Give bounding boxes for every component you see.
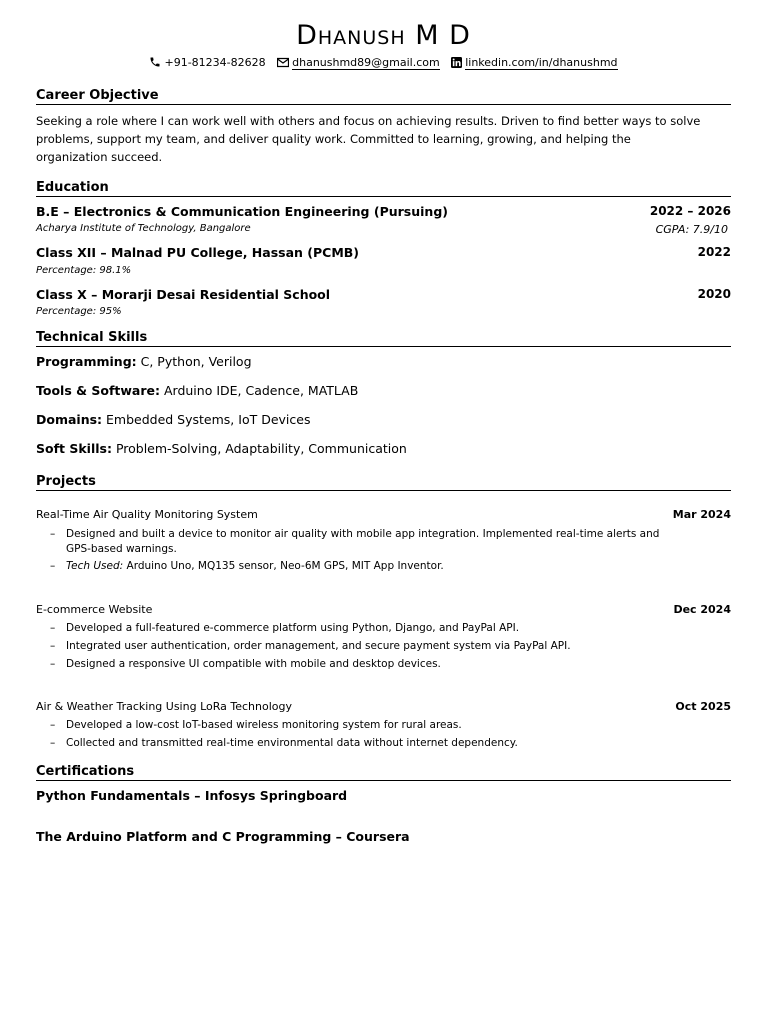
skill-row — [36, 383, 358, 398]
section-title: Education — [36, 180, 731, 197]
bullet-item — [50, 559, 710, 574]
bullet-item — [50, 621, 710, 636]
career-objective-text — [36, 112, 731, 166]
section-title: Projects — [36, 474, 731, 491]
tech-label: Tech Used: — [66, 560, 124, 572]
degree-title: B.E – Electronics & Communication Engineering (Pursuing) — [36, 204, 448, 219]
section-title: Certifications — [36, 764, 731, 781]
career-objective-section — [36, 88, 731, 105]
bullet-item — [50, 527, 710, 557]
projects-section — [36, 474, 731, 491]
bullet-text: Designed a responsive UI compatible with mobile and desktop devices. — [66, 658, 441, 670]
envelope-icon — [277, 57, 289, 68]
skill-row — [36, 441, 407, 456]
objective-line: organization succeed. — [36, 150, 163, 164]
objective-line: Seeking a role where I can work well with others and focus on achieving results. Driven to find better ways to solve — [36, 114, 701, 128]
phone-icon — [149, 56, 161, 68]
linkedin-link[interactable]: linkedin.com/in/dhanushmd — [465, 55, 618, 69]
skill-label: Domains: — [36, 412, 103, 427]
bullet-text: Developed a full-featured e-commerce platform using Python, Django, and PayPal API. — [66, 622, 520, 634]
degree-years: 2022 — [697, 245, 731, 259]
skill-value: Problem-Solving, Adaptability, Communication — [111, 441, 407, 456]
bullet-line: GPS-based warnings. — [66, 542, 177, 555]
project-name: Real-Time Air Quality Monitoring System — [36, 508, 258, 521]
linkedin-icon — [451, 57, 462, 68]
project-date: Dec 2024 — [673, 603, 731, 616]
skill-label: Soft Skills: — [36, 441, 112, 456]
email-contact[interactable] — [277, 56, 440, 69]
degree-years: 2020 — [697, 287, 731, 301]
percentage: Percentage: 95% — [36, 306, 122, 317]
education-section — [36, 180, 731, 197]
degree-title: Class XII – Malnad PU College, Hassan (PCMB) — [36, 245, 359, 260]
degree-years: 2022 – 2026 — [649, 204, 731, 218]
dash-bullet: – — [50, 560, 56, 572]
certifications-section — [36, 764, 731, 781]
candidate-name: Dhanush M D — [296, 20, 471, 51]
section-title: Career Objective — [36, 88, 731, 105]
dash-bullet: – — [50, 640, 56, 652]
project-name: Air & Weather Tracking Using LoRa Technology — [36, 700, 292, 713]
bullet-text — [66, 559, 706, 574]
bullet-item — [50, 736, 710, 751]
skill-row — [36, 412, 310, 427]
dash-bullet: – — [50, 737, 56, 749]
phone-contact — [149, 56, 265, 69]
bullet-item — [50, 657, 710, 672]
skill-label: Programming: — [36, 354, 137, 369]
section-title: Technical Skills — [36, 330, 731, 347]
project-date: Oct 2025 — [675, 700, 731, 713]
dash-bullet: – — [50, 719, 56, 731]
percentage: Percentage: 98.1% — [36, 265, 132, 276]
bullet-item — [50, 718, 710, 733]
certification-item: Python Fundamentals – Infosys Springboard — [36, 788, 348, 803]
tech-value: Arduino Uno, MQ135 sensor, Neo-6M GPS, MIT App Inventor. — [123, 560, 444, 572]
dash-bullet: – — [50, 622, 56, 634]
technical-skills-section — [36, 330, 731, 347]
cgpa: CGPA: 7.9/10 — [655, 223, 728, 236]
dash-bullet: – — [50, 658, 56, 670]
objective-line: problems, support my team, and deliver quality work. Committed to learning, growing, and helping the — [36, 132, 631, 146]
phone-number: +91-81234-82628 — [164, 55, 266, 69]
contact-line — [36, 55, 731, 69]
project-date: Mar 2024 — [672, 508, 731, 521]
skill-row — [36, 354, 252, 369]
skill-value: Arduino IDE, Cadence, MATLAB — [160, 383, 359, 398]
project-name: E-commerce Website — [36, 603, 153, 616]
bullet-item — [50, 639, 710, 654]
skill-label: Tools & Software: — [36, 383, 160, 398]
bullet-text: Developed a low-cost IoT-based wireless monitoring system for rural areas. — [66, 719, 462, 731]
bullet-text: Collected and transmitted real-time environmental data without internet dependency. — [66, 737, 518, 749]
degree-title: Class X – Morarji Desai Residential School — [36, 287, 331, 302]
bullet-text: Integrated user authentication, order management, and secure payment system via PayPal API. — [66, 640, 571, 652]
bullet-text — [66, 527, 706, 556]
skill-value: Embedded Systems, IoT Devices — [102, 412, 311, 427]
certification-item: The Arduino Platform and C Programming – Coursera — [36, 829, 410, 844]
linkedin-contact[interactable] — [451, 56, 617, 69]
skill-value: C, Python, Verilog — [136, 354, 252, 369]
email-link[interactable]: dhanushmd89@gmail.com — [292, 55, 440, 69]
dash-bullet: – — [50, 528, 56, 540]
institution: Acharya Institute of Technology, Bangalore — [36, 223, 251, 234]
bullet-line: Designed and built a device to monitor air quality with mobile app integration. Implemented real-time alerts and — [66, 528, 660, 540]
